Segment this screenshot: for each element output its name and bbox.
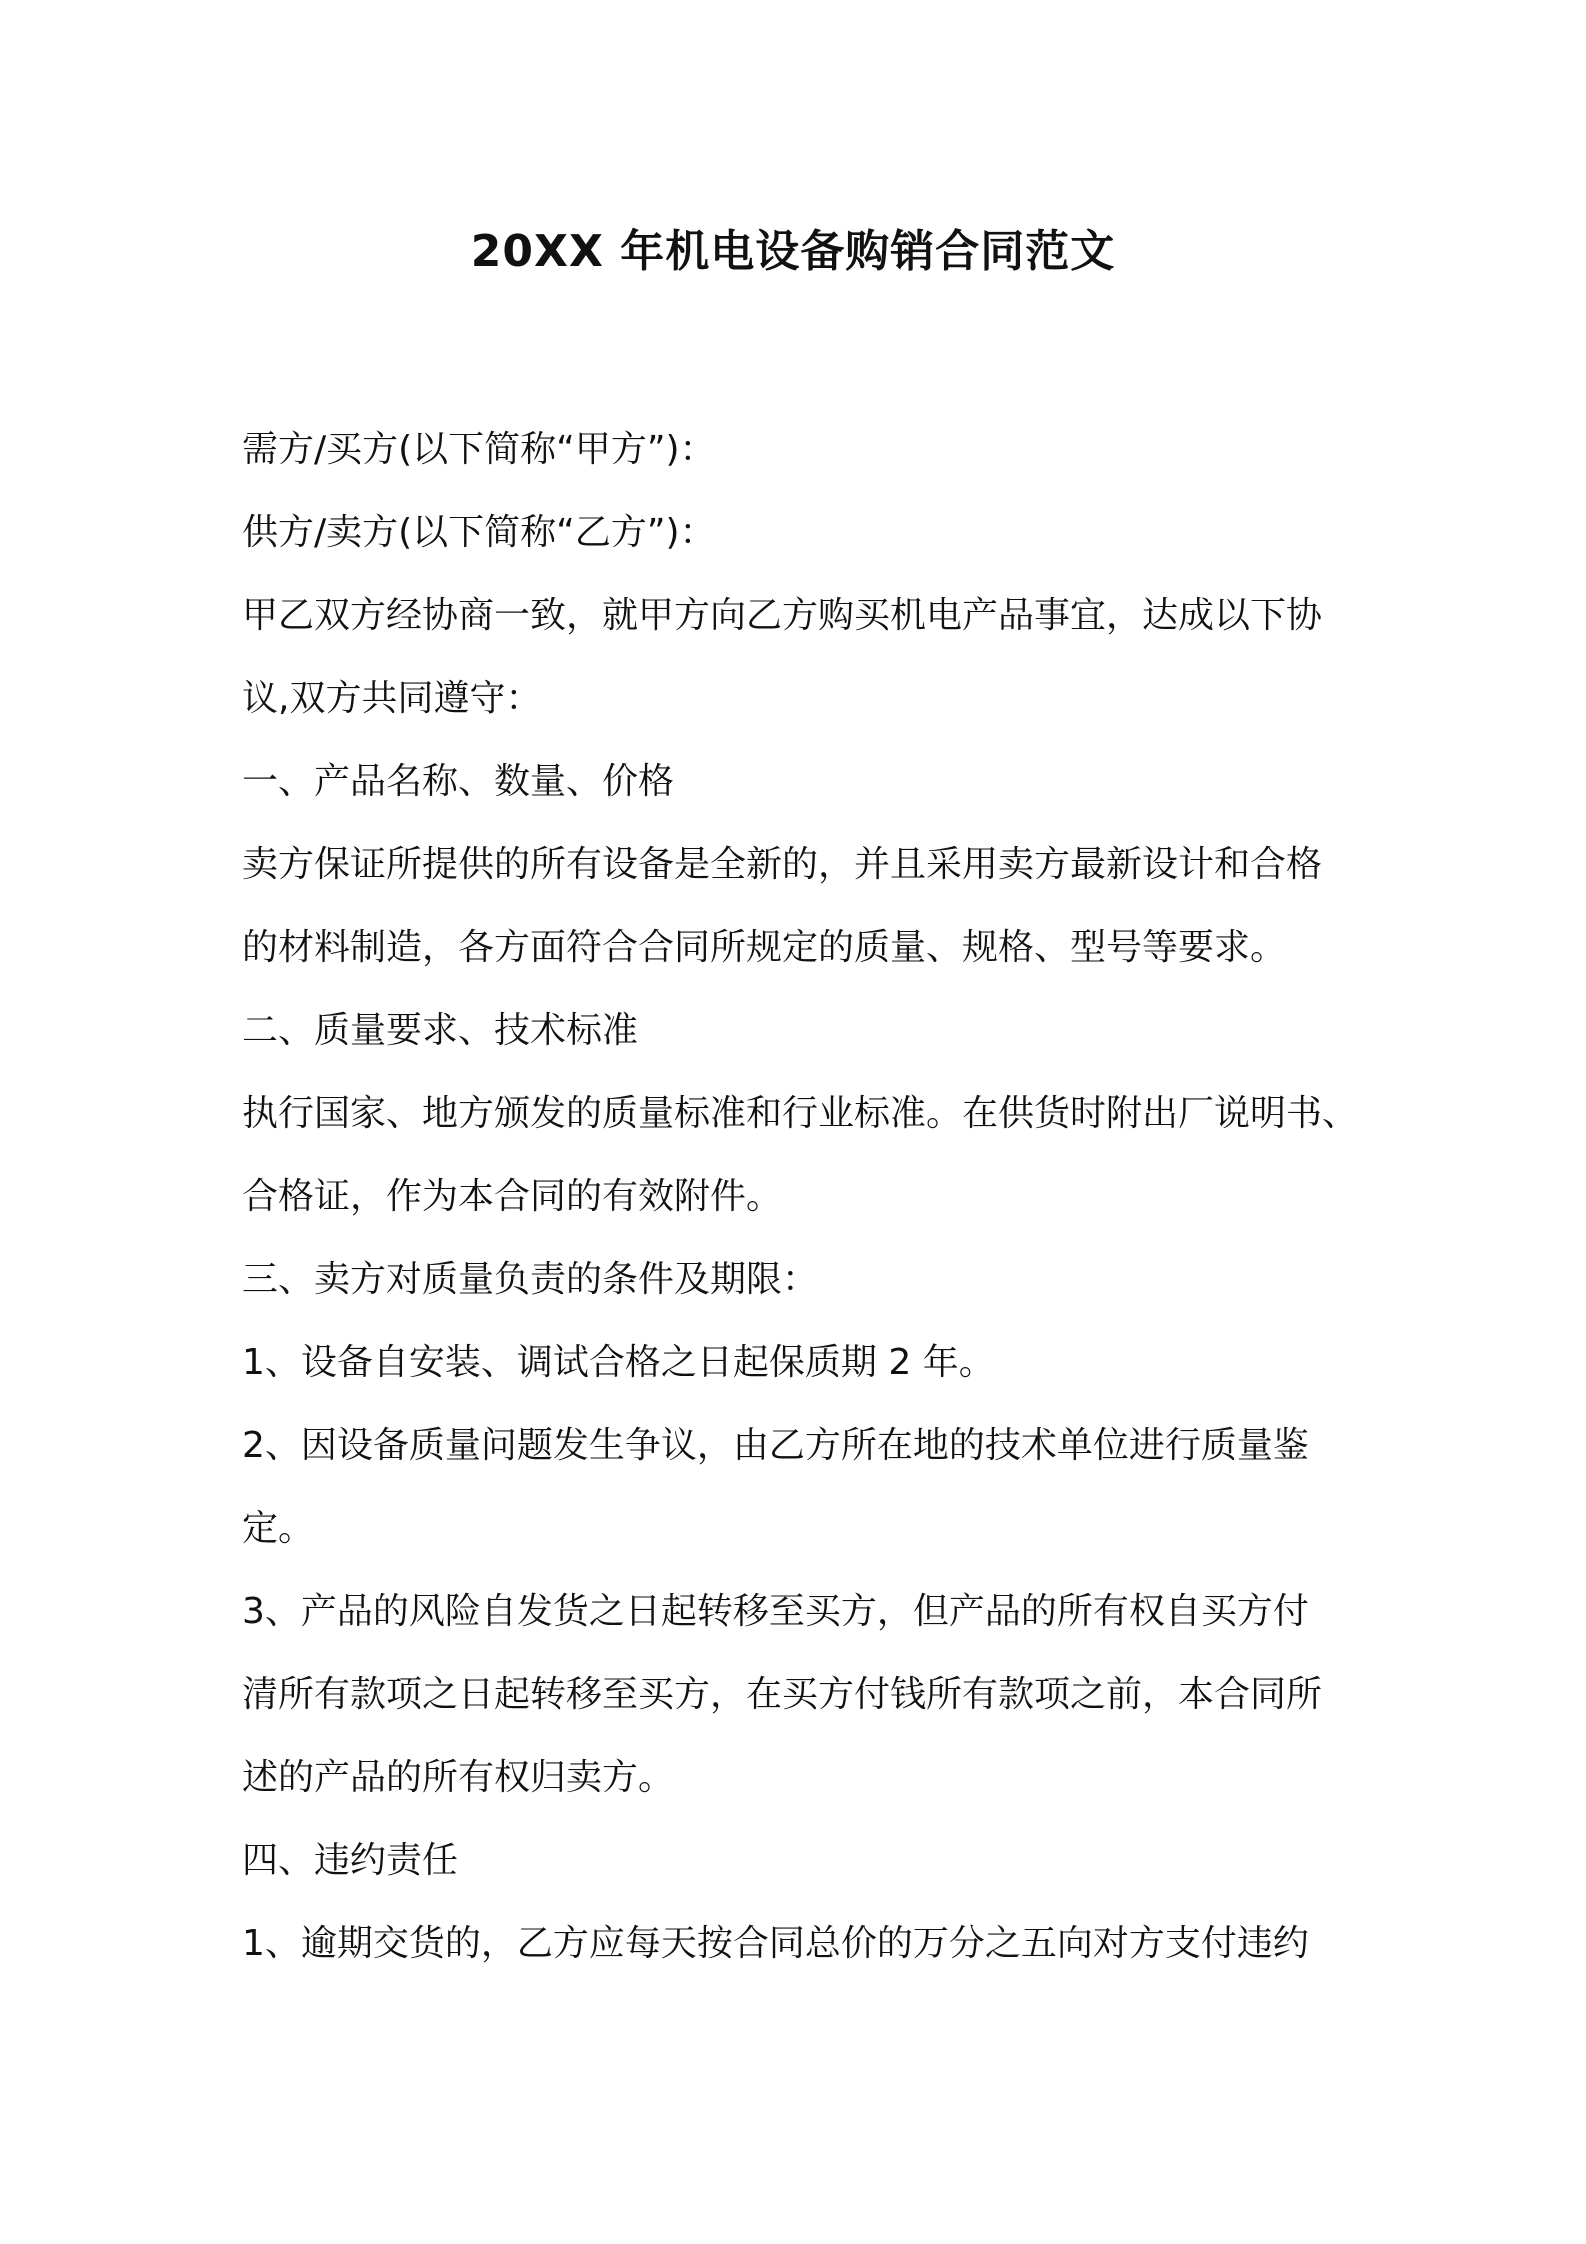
preamble-line-1: 甲乙双方经协商一致，就甲方向乙方购买机电产品事宜，达成以下协 [242, 595, 1323, 636]
clause-item-continuation: 清所有款项之日起转移至买方，在买方付钱所有款项之前，本合同所 [242, 1674, 1323, 1715]
clause-item: 2、因设备质量问题发生争议，由乙方所在地的技术单位进行质量鉴 [242, 1425, 1309, 1466]
section-heading-4: 四、违约责任 [242, 1840, 459, 1881]
preamble-line-2: 议,双方共同遵守： [242, 678, 542, 719]
section-heading-3: 三、卖方对质量负责的条件及期限： [242, 1259, 819, 1300]
section-heading-2: 二、质量要求、技术标准 [242, 1010, 639, 1051]
section-heading-1: 一、产品名称、数量、价格 [242, 761, 675, 802]
clause-item-continuation: 述的产品的所有权归卖方。 [242, 1757, 675, 1798]
body-line: 的材料制造，各方面符合合同所规定的质量、规格、型号等要求。 [242, 927, 1287, 968]
clause-item: 1、逾期交货的，乙方应每天按合同总价的万分之五向对方支付违约 [242, 1923, 1309, 1964]
clause-item: 1、设备自安装、调试合格之日起保质期 2 年。 [242, 1342, 995, 1383]
body-line: 合格证，作为本合同的有效附件。 [242, 1176, 783, 1217]
clause-item-continuation: 定。 [242, 1508, 315, 1549]
document-title: 20XX 年机电设备购销合同范文 [470, 226, 1116, 277]
buyer-line: 需方/买方(以下简称“甲方”)： [242, 429, 716, 470]
body-line: 卖方保证所提供的所有设备是全新的，并且采用卖方最新设计和合格 [242, 844, 1323, 885]
seller-line: 供方/卖方(以下简称“乙方”)： [242, 512, 716, 553]
body-line: 执行国家、地方颁发的质量标准和行业标准。在供货时附出厂说明书、 [242, 1093, 1359, 1134]
clause-item: 3、产品的风险自发货之日起转移至买方，但产品的所有权自买方付 [242, 1591, 1309, 1632]
document-body [242, 408, 1359, 1985]
